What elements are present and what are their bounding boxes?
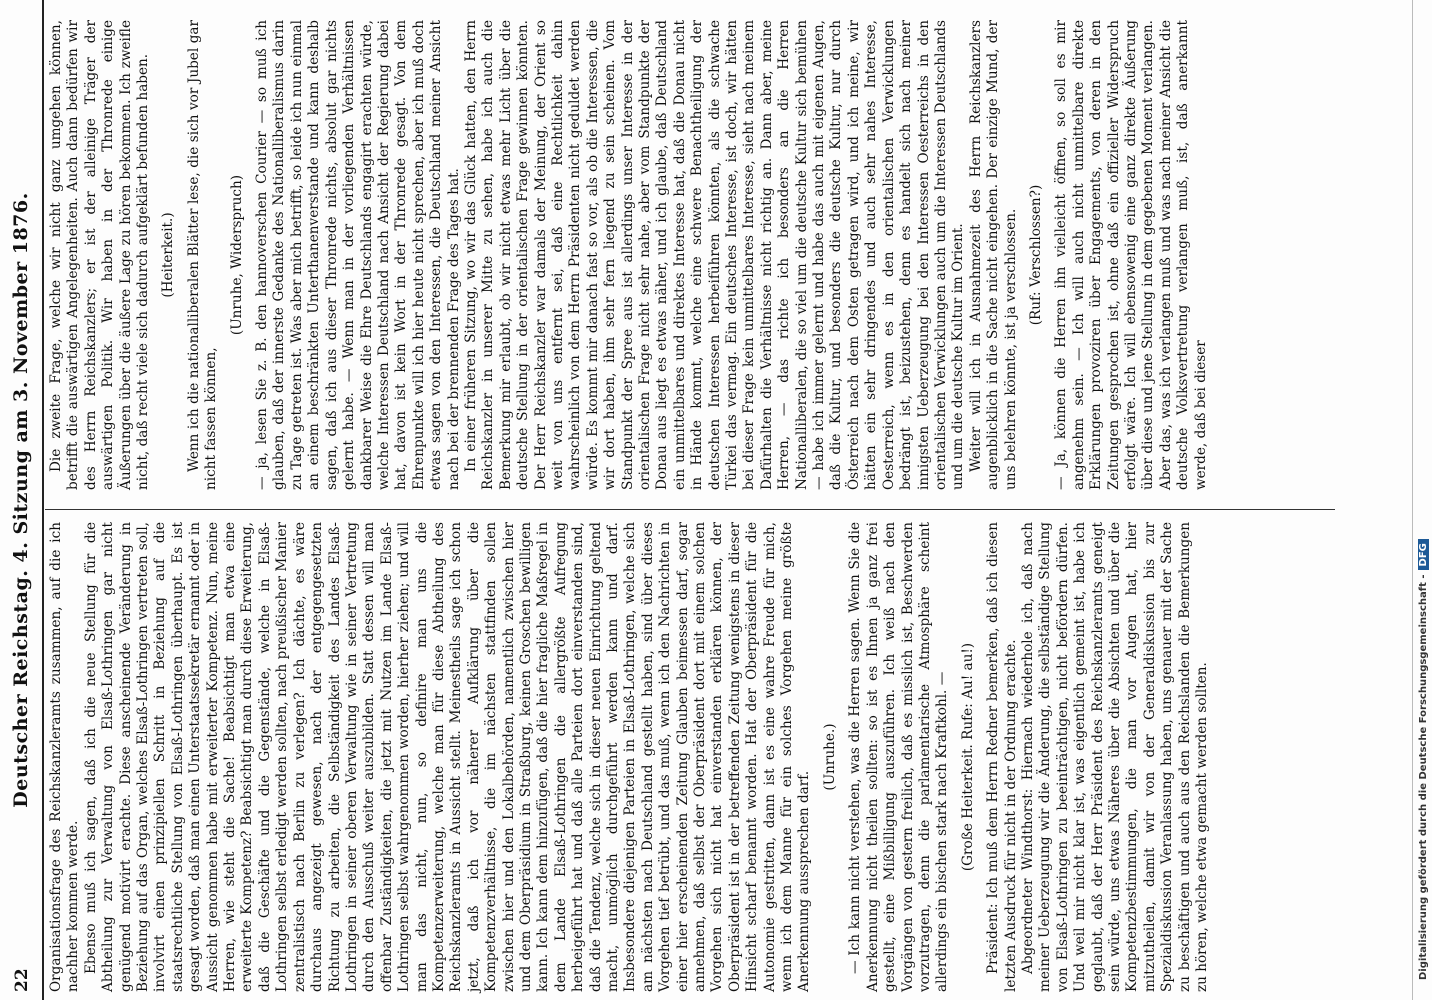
page-title: Deutscher Reichstag. 4. Sitzung am 3. November 1876. bbox=[10, 192, 32, 808]
paragraph: In einer früheren Sitzung, wo wir das Glück hatten, den Herrn Reichskanzler in unserer Mitte zu sehen, habe ich auch die Bemerkung mir erlaubt, ob wir nicht etwas mehr Licht über die deutsche Stellung in der orientalischen Frage gewinnen könnten. Der Herr Reichskanzler war damals der Meinung, der Orient so weit von uns entfernt sei, daß eine Rechtlichkeit dahin wahrscheinlich von dem Herrn Präsidenten nicht geduldet werden würde. Es kommt mir danach fast so vor, als ob die Interessen, die wir dort haben, ihm sehr fern liegend zu sein scheinen. Vom Standpunkt der Spree aus ist allerdings unser Interesse in der orientalischen Frage nicht sehr nahe, aber vom Standpunkte der Donau aus liegt es etwas näher, und ich glaube, daß Deutschland ein unmittelbares und direktes Interesse hat, daß die Donau nicht in Hände kommt, welche eine schwere Benachtheiligung der deutschen Interessen herbeiführen könnten, als die schwache Türkei das vermag. Ein deutsches Interesse, ist doch, wir hätten bei dieser Frage kein unmittelbares Interesse, sieht nach meinem Dafürhalten die Verhältnisse nicht richtig an. Dann aber, meine Herren, — das richte ich besonders an die Herren Nationalliberalen, die so viel um die deutsche Kultur sich bemühen — habe ich immer gelernt und habe das auch mit eigenen Augen, daß die Kultur, und besonders die deutsche Kultur, nur durch Österreich nach dem Osten getragen wird, und ich meine, wir hätten ein sehr dringendes und auch sehr nahes Interesse, Oesterreich, wenn es in den orientalischen Verwicklungen bedrängt ist, beizustehen, denn es handelt sich nach meiner innigsten Ueberzeugung bei den Interessen Oesterreichs in den orientalischen Verwicklungen auch um die Interessen Deutschlands und um die deutsche Kultur im Orient. bbox=[462, 20, 967, 490]
header-rule bbox=[42, 0, 44, 1000]
funding-note-text: Digitalisierung gefördert durch die Deutsche Forschungsgemeinschaft - bbox=[1418, 574, 1429, 980]
paragraph: — ja, lesen Sie z. B. den hannoverschen Courier — so muß ich glauben, daß der innerste Gedanke des Nationalliberalismus darin zu Tage getreten ist. Was aber mich betrifft, so leide ich nun einmal an einem beschränkten Unterthanenverstande und kann deshalb sagen, daß ich aus dieser Thronrede nichts, absolut gar nichts gelernt habe. — Wenn man in der vorliegenden Verhältnissen dankbarer Weise die Ehre Deutschlands engagirt erachten würde, welche Interessen Deutschland nach Ansicht der Regierung dabei hat, davon ist kein Wort in der Thronrede gesagt. Von dem Ehrenpunkte will ich hier heute nicht sprechen, aber ich muß doch etwas sagen von den Interessen, die Deutschland meiner Ansicht nach bei der brennenden Frage des Tages hat. bbox=[254, 20, 462, 490]
page-number: 22 bbox=[12, 968, 32, 992]
page-edge bbox=[1412, 0, 1413, 1000]
paragraph: Ebenso muß ich sagen, daß ich die neue Stellung für die Abtheilung zur Verwaltung von Elsaß-Lothringen gar nicht genügend motivirt erachte. Diese anscheinende Veränderung in Beziehung auf das Organ, welches Elsaß-Lothringen vertreten soll, involvirt einen prinzipiellen Schritt in Beziehung auf die staatsrechtliche Stellung von Elsaß-Lothringen überhaupt. Es ist gesagt worden, daß man einen Unterstaatssekretär ernannt oder in Aussicht genommen habe mit erweiterter Kompetenz. Nun, meine Herren, wie steht die Sache! Beabsichtigt man etwa eine erweiterte Kompetenz? Beabsichtigt man durch diese Erweiterung, daß die Geschäfte und die Gegenstände, welche in Elsaß-Lothringen selbst erledigt werden sollten, nach preußischer Manier zentralistisch nach Berlin zu verlegen? Ich dächte, es wäre durchaus angezeigt gewesen, nach der entgegengesetzten Richtung zu arbeiten, die Selbständigkeit des Landes Elsaß-Lothringen in seiner oberen Verwaltung wie in seiner Vertretung durch den Ausschuß weiter auszubilden. Statt dessen will man offenbar Zuständigkeiten, die jetzt mit Nutzen im Lande Elsaß-Lothringen selbst wahrgenommen worden, hierher ziehen; und will man das nicht, nun, so definire man uns die Kompetenzerweiterung, welche man für diese Abtheilung des Reichskanzleramts in Aussicht stellt. Meinestheils sage ich schon jetzt, daß ich vor näherer Aufklärung über die Kompetenzverhältnisse, die im nächsten stattfinden sollen zwischen hier und den Lokalbehörden, namentlich zwischen hier und dem Oberpräsidium in Straßburg, keinen Groschen bewilligen kann. Ich kann dem hinzufügen, daß die hier fragliche Maßregel in dem Lande Elsaß-Lothringen die allergrößte Aufregung herbeigeführt hat und daß alle Parteien dort einverstanden sind, daß die Tendenz, welche sich in dieser neuen Einrichtung geltend macht, unmöglich durchgeführt werden kann und darf. Insbesondere diejenigen Parteien in Elsaß-Lothringen, welche sich am nächsten nach Deutschland gestellt haben, sind über dieses Vorgehen tief betrübt, und das muß, wenn ich den Nachrichten in einer hier erscheinenden Zeitung Glauben beimessen darf, sogar annehmen, daß selbst der Oberpräsident dort mit einem solchen Vorgehen sich nicht hat einverstanden erklären können, der Oberpräsident ist in der betreffenden Zeitung wenigstens in dieser Hinsicht scharf benannt worden. Hat der Oberpräsident für die Autonomie gestritten, dann ist es eine wahre Freude für mich, wenn ich dem Manne für ein solches Vorgehen meine größte Anerkennung aussprechen darf. bbox=[82, 522, 813, 992]
stage-direction: (Heiterkeit.) bbox=[160, 212, 177, 298]
paragraph: Organisationsfrage des Reichskanzleramts zusammen, auf die ich nachher kommen werde. bbox=[48, 522, 82, 992]
stage-direction: (Unruhe, Widerspruch) bbox=[228, 174, 245, 336]
paragraph: — Ja, können die Herren ihn vielleicht öffnen, so soll es mir angenehm sein. — Ich will auch nicht unmittelbare direkte Erklärungen provoziren über Engagements, von deren in den Zeitungen gesprochen ist, ohne daß ein offizieller Widerspruch erfolgt wäre. Ich will ebensowenig eine ganz direkte Äußerung über diese und jene Stellung in dem gegebenen Moment verlangen. Aber das, was ich verlangen muß und was nach meiner Ansicht die deutsche Volksvertretung verlangen muß, ist, daß anerkannt werde, daß bei dieser bbox=[1053, 20, 1209, 490]
stage-direction: (Ruf: Verschlossen?) bbox=[1027, 184, 1044, 326]
paragraph: Abgeordneter Windthorst: Hiernach wiederhole ich, daß nach meiner Ueberzeugung wir die Änderung, die selbständige Stellung von Elsaß-Lothringen zu beeinträchtigen, nicht befördern dürfen. Und weil mir nicht klar ist, was eigentlich gemeint ist, habe ich geglaubt, daß der Herr Präsident des Reichskanzleramts geneigt sein würde, uns etwas Näheres über die Absichten und über die Kompetenzbestimmungen, die man vor Augen hat, hier mitzutheilen, damit wir von der Generaldiskussion bis zur Spezialdiskussion Veranlassung haben, uns genauer mit der Sache zu beschäftigen und auch aus den Reichslanden die Bemerkungen zu hören, welche etwa gemacht werden sollten. bbox=[1019, 522, 1210, 992]
right-column bbox=[48, 20, 1210, 490]
dfg-logo: DFG bbox=[1418, 539, 1429, 570]
page-header bbox=[0, 0, 40, 1000]
paragraph: Weiter will ich in Ausnahmezeit des Herrn Reichskanzlers augenblicklich in die Sache nicht eingehen. Der einzige Mund, der uns belehren könnte, ist ja verschlossen. bbox=[967, 20, 1019, 490]
paragraph: Wenn ich die nationalliberalen Blätter lese, die sich vor Jubel gar nicht fassen können, bbox=[185, 20, 220, 490]
left-column bbox=[48, 522, 1211, 992]
stage-direction: (Große Heiterkeit. Rufe: Au! au!) bbox=[959, 642, 976, 872]
dfg-funding-note bbox=[1418, 20, 1432, 980]
paragraph: — Ich kann nicht verstehen, was die Herren sagen. Wenn Sie die Anerkennung nicht theilen sollten: so ist es Ihnen ja ganz frei gestellt, eine Mißbilligung auszuführen. Ich weiß nach den Vorgängen von gestern freilich, daß es misslich ist, Beschwerden vorzutragen, denn die parlamentarische Atmosphäre scheint allerdings ein bischen stark nach Kraftkohl. — bbox=[847, 522, 951, 992]
paragraph: Die zweite Frage, welche wir nicht ganz umgehen können, betrifft die auswärtigen Angelegenheiten. Auch dann bedürfen wir des Herrn Reichskanzlers; er ist der alleinige Träger der auswärtigen Politik. Wir haben in der Thronrede einige Äußerungen über die äußere Lage zu hören bekommen. Ich zweifle nicht, daß recht viele sich dadurch aufgeklärt befunden haben. bbox=[48, 20, 152, 490]
stage-direction: (Unruhe.) bbox=[821, 723, 838, 791]
column-divider bbox=[45, 509, 1335, 510]
paragraph: Präsident: Ich muß dem Herrn Redner bemerken, daß ich diesen letzten Ausdruck für nicht in der Ordnung erachte. bbox=[985, 522, 1019, 992]
